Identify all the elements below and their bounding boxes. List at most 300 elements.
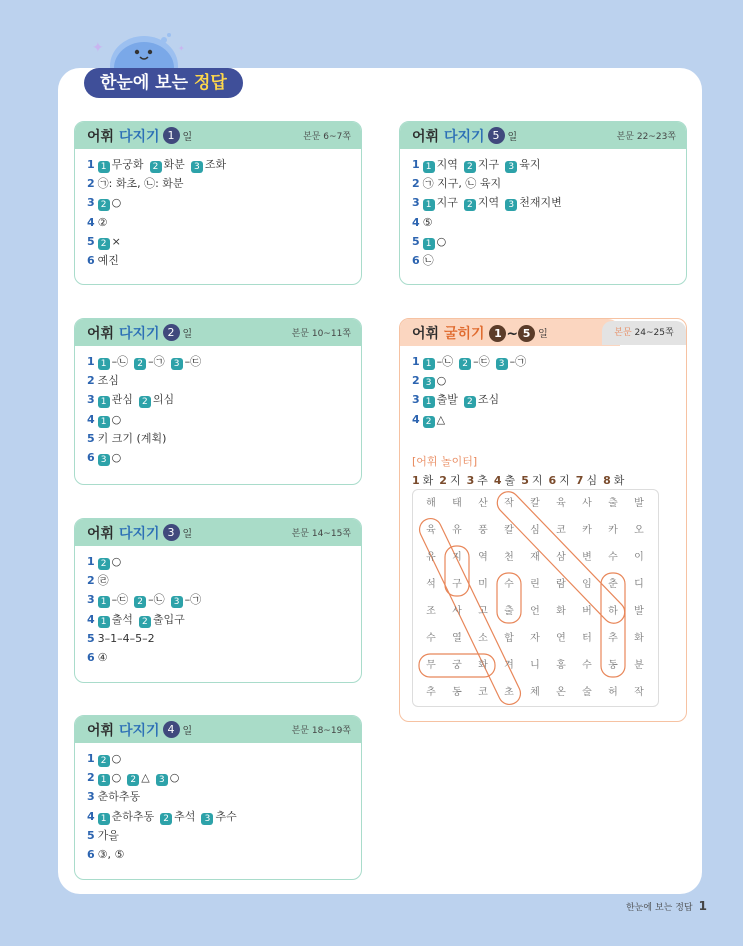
answer-text: 조심 — [477, 393, 500, 407]
grid-cell: 사 — [452, 606, 462, 617]
num-circle: 1 — [489, 325, 506, 342]
answer-number-square: 2 — [134, 596, 146, 608]
line-number: 5 — [87, 631, 95, 645]
page-title: 한눈에 보는 정답 — [84, 68, 243, 98]
word-text: 출 — [504, 474, 516, 487]
grid-cell: 코 — [478, 687, 488, 698]
review-page-tab: 본문 24~25쪽 — [602, 321, 686, 345]
answer-text: 지구 — [477, 158, 500, 171]
line-number: 5 — [87, 828, 95, 842]
grid-cell: 화 — [556, 606, 566, 617]
grid-cell: 오 — [634, 525, 644, 536]
grid-cell: 추 — [426, 687, 436, 698]
title-highlight: 다지기 — [118, 128, 160, 145]
line-number: 3 — [412, 393, 420, 407]
panel-title — [412, 126, 485, 146]
grid-cell: 칼 — [504, 525, 514, 536]
grid-cell: 추 — [608, 633, 618, 644]
panel-header — [75, 519, 361, 546]
answer-line — [87, 845, 349, 864]
answer-text: 출입구 — [152, 612, 185, 626]
grid-cell: 동 — [608, 660, 618, 671]
grid-cell: 코 — [556, 525, 566, 536]
answer-number-square: 2 — [98, 199, 110, 211]
answer-number-square: 1 — [423, 396, 435, 408]
grid-cell: 겨 — [504, 660, 514, 671]
line-number: 2 — [87, 771, 95, 785]
grid-cell: 발 — [634, 606, 644, 617]
grid-cell: 홍 — [556, 660, 566, 671]
answer-number-square: 3 — [98, 454, 110, 466]
answer-text: 육지 — [519, 158, 541, 171]
grid-cell: 합 — [504, 633, 514, 644]
answer-line — [412, 213, 674, 232]
grid-cell: 화 — [478, 660, 488, 671]
line-number: 1 — [412, 158, 420, 171]
line-number: 2 — [87, 574, 95, 588]
grid-cell: 수 — [504, 579, 514, 590]
answer-line — [87, 410, 349, 429]
answer-number-square: 3 — [496, 358, 508, 370]
panel-header — [75, 319, 361, 346]
answer-number-square: 2 — [127, 774, 139, 786]
answer-number-square: 2 — [464, 199, 476, 211]
panel-day-3 — [74, 518, 362, 683]
answer-text: 지역 — [477, 196, 500, 210]
grid-cell: 칼 — [530, 498, 540, 509]
word-number: 2 — [439, 474, 447, 487]
answer-number-square: 2 — [150, 161, 162, 173]
word-game — [412, 447, 676, 488]
word-number: 4 — [493, 474, 502, 487]
answer-line — [412, 232, 674, 251]
grid-cell: 심 — [530, 525, 540, 536]
game-title: [어휘 놀이터] — [412, 455, 478, 468]
grid-cell: 술 — [582, 687, 592, 698]
grid-cell: 풍 — [478, 525, 488, 536]
answer-number-square: 1 — [98, 616, 110, 628]
answer-number-square: 1 — [98, 161, 110, 173]
line-number: 1 — [87, 555, 95, 568]
line-number: 1 — [87, 752, 95, 765]
word-text: 화 — [613, 474, 625, 487]
answer-number-square: 3 — [171, 596, 183, 608]
grid-cell: 분 — [634, 660, 644, 671]
sparkle-icon-small: ✦ — [178, 44, 185, 53]
answer-text: 조심 — [97, 374, 119, 388]
grid-cell: 작 — [504, 498, 514, 509]
title-text: 어휘 — [412, 128, 444, 145]
word-text: 지 — [559, 474, 570, 487]
answer-line — [87, 749, 349, 768]
answer-text: 화분 — [163, 158, 185, 171]
line-number: 6 — [87, 451, 95, 465]
answer-line — [87, 251, 349, 270]
title-highlight: 다지기 — [118, 525, 160, 542]
answer-number-square: 1 — [98, 774, 110, 786]
panel-title — [87, 523, 160, 543]
day-label: 일 — [507, 132, 518, 143]
line-number: 3 — [412, 196, 420, 210]
grid-cell: 언 — [530, 606, 540, 617]
answer-number-square: 1 — [98, 596, 110, 608]
line-number: 6 — [87, 254, 95, 268]
answer-number-square: 2 — [139, 396, 151, 408]
answer-line — [412, 410, 674, 429]
answer-number-square: 2 — [459, 358, 471, 370]
answer-number-square: 1 — [423, 358, 435, 370]
line-number: 1 — [87, 158, 95, 171]
answer-line — [412, 174, 674, 193]
answer-line — [87, 448, 349, 467]
day-label: 일 — [182, 529, 193, 540]
answer-number-square: 1 — [423, 238, 435, 250]
line-number: 5 — [87, 234, 95, 248]
grid-cell: 춘 — [608, 579, 618, 590]
grid-cell: 역 — [478, 552, 488, 563]
answer-text: ㉡ — [422, 254, 434, 268]
answer-text: –㉡ — [111, 355, 129, 368]
line-number: 3 — [87, 593, 95, 607]
grid-cell: 천 — [504, 552, 514, 563]
word-text: 심 — [586, 474, 598, 487]
answer-line — [87, 610, 349, 629]
grid-cell: 버 — [582, 606, 592, 617]
answer-text: 가을 — [97, 828, 119, 842]
grid-cell: 온 — [556, 687, 566, 698]
grid-cell: 린 — [530, 579, 540, 590]
day-label: 일 — [182, 329, 193, 340]
grid-cell: 육 — [426, 525, 436, 536]
panel-header — [400, 122, 686, 149]
answer-number-square: 1 — [98, 396, 110, 408]
answer-text: ○ — [111, 752, 122, 765]
line-number: 4 — [87, 612, 95, 626]
grid-cell: 자 — [530, 633, 540, 644]
panel-body — [75, 546, 361, 673]
page-ref: 본문 6~7쪽 — [303, 132, 351, 142]
grid-cell: 체 — [530, 687, 540, 698]
grid-cell: 발 — [634, 498, 644, 509]
panel-title — [87, 720, 160, 740]
title-text: 어휘 — [87, 128, 119, 145]
answer-line — [87, 390, 349, 409]
answer-text: ○ — [436, 374, 447, 388]
answer-number-square: 2 — [139, 616, 151, 628]
grid-cell: 해 — [426, 498, 436, 509]
answer-number-square: 3 — [156, 774, 168, 786]
day-label: 일 — [182, 726, 193, 737]
answer-text: ② — [97, 215, 108, 229]
answer-number-square: 2 — [464, 396, 476, 408]
answer-text: ㉣ — [97, 574, 109, 588]
answer-text: –㉠ — [509, 355, 527, 368]
panel-day-5 — [399, 121, 687, 285]
word-number: 5 — [521, 474, 529, 487]
word-text: 지 — [449, 474, 461, 487]
line-number: 5 — [412, 234, 420, 248]
answer-text: 조화 — [204, 158, 227, 171]
answer-number-square: 2 — [98, 238, 110, 250]
grid-cell: 고 — [478, 606, 488, 617]
answer-text: 무궁화 — [111, 158, 144, 171]
grid-cell: 열 — [452, 633, 462, 644]
word-number: 3 — [466, 474, 475, 487]
word-grid — [412, 489, 659, 707]
answer-text: ○ — [436, 234, 447, 248]
grid-cell: 람 — [556, 579, 566, 590]
answer-text: 예진 — [97, 254, 119, 268]
answer-text: 지역 — [436, 158, 458, 171]
grid-cell: 유 — [426, 552, 436, 563]
answer-number-square: 2 — [423, 416, 435, 428]
answer-text: 춘하추동 — [111, 809, 155, 823]
grid-cell: 수 — [426, 633, 436, 644]
answer-number-square: 3 — [201, 813, 213, 825]
answer-text: 출발 — [436, 393, 458, 407]
grid-cell: 변 — [582, 552, 592, 563]
grid-cell: 소 — [478, 633, 488, 644]
line-number: 3 — [87, 393, 95, 407]
grid-cell: 미 — [478, 579, 488, 590]
panel-body — [75, 149, 361, 276]
page-ref: 본문 18~19쪽 — [291, 726, 351, 736]
answer-line — [87, 768, 349, 787]
answer-number-square: 2 — [160, 813, 172, 825]
grid-cell: 카 — [608, 525, 618, 536]
answer-text: 출석 — [111, 612, 133, 626]
answer-number-square: 3 — [171, 358, 183, 370]
line-number: 4 — [412, 412, 420, 426]
answer-line — [87, 155, 349, 174]
answer-line — [87, 429, 349, 448]
title-text: 어휘 — [87, 722, 119, 739]
answer-number-square: 2 — [134, 358, 146, 370]
answer-number-square: 2 — [98, 755, 110, 767]
answer-line — [412, 155, 674, 174]
grid-cell: 출 — [504, 606, 514, 617]
answer-text: △ — [141, 771, 150, 785]
answer-number-square: 1 — [98, 813, 110, 825]
panel-day-4 — [74, 715, 362, 880]
grid-cell: 하 — [608, 606, 618, 617]
answer-line — [412, 193, 674, 212]
answer-text: 3–1–4–5–2 — [97, 631, 155, 645]
grid-cell: 태 — [452, 498, 462, 509]
word-number: 8 — [603, 474, 611, 487]
line-number: 6 — [87, 848, 95, 862]
grid-cell: 수 — [582, 660, 592, 671]
line-number: 3 — [87, 790, 95, 804]
num-circle: 4 — [163, 721, 180, 738]
answer-line — [412, 352, 674, 371]
num-circle: 2 — [163, 324, 180, 341]
answer-text: –㉢ — [473, 355, 490, 368]
answer-text: ④ — [97, 651, 108, 665]
grid-cell: 허 — [608, 687, 618, 698]
answer-line — [87, 807, 349, 826]
grid-cell: 터 — [582, 633, 592, 644]
answer-text: –㉢ — [184, 355, 202, 368]
word-text: 화 — [422, 474, 434, 487]
word-number: 1 — [412, 474, 420, 487]
answer-text: 춘하추동 — [97, 790, 141, 804]
answer-number-square: 3 — [505, 199, 517, 211]
grid-cell: 카 — [582, 525, 592, 536]
answer-line — [87, 193, 349, 212]
answer-line — [87, 174, 349, 193]
answer-text: 의심 — [152, 393, 175, 407]
answer-text: –㉡ — [436, 355, 454, 368]
answer-text: 관심 — [111, 393, 133, 407]
panel-body — [400, 149, 686, 276]
answer-text: ○ — [111, 555, 122, 568]
line-number: 2 — [412, 374, 420, 388]
answer-text: ㉠: 화초, ㉡: 화분 — [97, 177, 184, 191]
line-number: 4 — [87, 809, 95, 823]
num-circle: 3 — [163, 524, 180, 541]
answer-text: ⑤ — [422, 215, 433, 229]
answer-text: ③, ⑤ — [97, 848, 125, 862]
line-number: 4 — [87, 412, 95, 426]
line-number: 6 — [412, 254, 420, 268]
review-body — [400, 346, 686, 435]
panel-title — [87, 323, 160, 343]
grid-cell: 유 — [452, 525, 462, 536]
panel-day-2 — [74, 318, 362, 485]
word-list — [412, 472, 676, 488]
title-highlight: 다지기 — [118, 722, 160, 739]
line-number: 6 — [87, 651, 95, 665]
panel-header — [75, 122, 361, 149]
grid-cell: 조 — [426, 606, 436, 617]
answer-text: ○ — [111, 771, 122, 785]
footer: 한눈에 보는 정답 1 — [626, 899, 707, 913]
review-title: 어휘 굴히기 1 ~ 5 — [412, 323, 535, 343]
line-number: 4 — [412, 215, 420, 229]
grid-cell: 사 — [582, 498, 592, 509]
answer-line — [87, 213, 349, 232]
grid-cell: 삼 — [556, 552, 566, 563]
panel-title — [87, 126, 160, 146]
answer-text: –㉢ — [111, 593, 129, 607]
title-text: 어휘 — [87, 525, 119, 542]
answer-line — [412, 251, 674, 270]
grid-cell: 무 — [426, 660, 436, 671]
line-number: 1 — [412, 355, 420, 368]
answer-text: 키 크기 (계획) — [97, 431, 167, 445]
answer-line — [87, 371, 349, 390]
answer-number-square: 2 — [464, 161, 476, 173]
answer-text: × — [111, 234, 121, 248]
panel-header — [75, 716, 361, 743]
grid-cell: 석 — [426, 579, 436, 590]
num-circle: 5 — [488, 127, 505, 144]
answer-text: 추석 — [174, 809, 196, 823]
answer-text: –㉡ — [148, 593, 165, 607]
panel-review — [399, 318, 687, 722]
word-text: 지 — [531, 474, 543, 487]
panel-body — [75, 743, 361, 870]
answer-text: ○ — [169, 771, 180, 785]
answer-text: 지구 — [436, 196, 458, 210]
title-highlight: 다지기 — [443, 128, 485, 145]
answer-number-square: 1 — [423, 161, 435, 173]
panel-body — [75, 346, 361, 473]
line-number: 2 — [87, 177, 95, 191]
line-number: 1 — [87, 355, 95, 368]
line-number: 3 — [87, 196, 95, 210]
line-number: 2 — [412, 177, 420, 191]
grid-cell: 임 — [582, 579, 592, 590]
grid-cell: 초 — [504, 687, 514, 698]
answer-text: ○ — [111, 412, 122, 426]
num-circle: 5 — [518, 325, 535, 342]
grid-cell: 지 — [452, 552, 462, 563]
answer-text: 천재지변 — [519, 196, 562, 210]
answer-line — [87, 352, 349, 371]
grid-cell: 수 — [608, 552, 618, 563]
grid-cell: 육 — [556, 498, 566, 509]
answer-text: ○ — [111, 196, 122, 210]
grid-cell: 니 — [530, 660, 540, 671]
grid-cell: 화 — [634, 633, 644, 644]
grid-cell: 작 — [634, 687, 644, 698]
answer-line — [87, 826, 349, 845]
grid-cell: 궁 — [452, 660, 462, 671]
sparkle-icon: ✦ — [92, 40, 104, 56]
answer-text: ○ — [111, 451, 122, 465]
answer-line — [87, 232, 349, 251]
line-number: 5 — [87, 431, 95, 445]
grid-cell: 산 — [478, 498, 488, 509]
word-number: 6 — [548, 474, 557, 487]
answer-line — [87, 648, 349, 667]
answer-number-square: 1 — [98, 416, 110, 428]
grid-cell: 구 — [452, 579, 462, 590]
answer-line — [87, 552, 349, 571]
answer-text: 추수 — [215, 809, 237, 823]
grid-cell: 출 — [608, 498, 618, 509]
page-ref: 본문 14~15쪽 — [291, 529, 351, 539]
line-number: 2 — [87, 374, 95, 388]
answer-line — [87, 787, 349, 806]
grid-cell: 이 — [634, 552, 644, 563]
answer-number-square: 3 — [423, 377, 435, 389]
page-ref: 본문 10~11쪽 — [291, 329, 351, 339]
answer-number-square: 3 — [191, 161, 203, 173]
num-circle: 1 — [163, 127, 180, 144]
answer-number-square: 2 — [98, 558, 110, 570]
answer-number-square: 1 — [423, 199, 435, 211]
answer-text: –㉠ — [148, 355, 165, 368]
day-label: 일 — [182, 132, 193, 143]
answer-line — [87, 571, 349, 590]
grid-cell: 동 — [452, 687, 462, 698]
answer-line — [87, 590, 349, 609]
answer-number-square: 3 — [505, 161, 517, 173]
word-number: 7 — [575, 474, 584, 487]
review-header — [400, 319, 620, 346]
grid-cell: 재 — [530, 552, 540, 563]
title-highlight: 다지기 — [118, 325, 160, 342]
title-text: 어휘 — [87, 325, 119, 342]
grid-cell: 연 — [556, 633, 566, 644]
answer-line — [412, 371, 674, 390]
answer-text: ㉠ 지구, ㉡ 육지 — [422, 177, 502, 191]
page-ref: 본문 22~23쪽 — [616, 132, 676, 142]
word-text: 추 — [477, 474, 488, 487]
